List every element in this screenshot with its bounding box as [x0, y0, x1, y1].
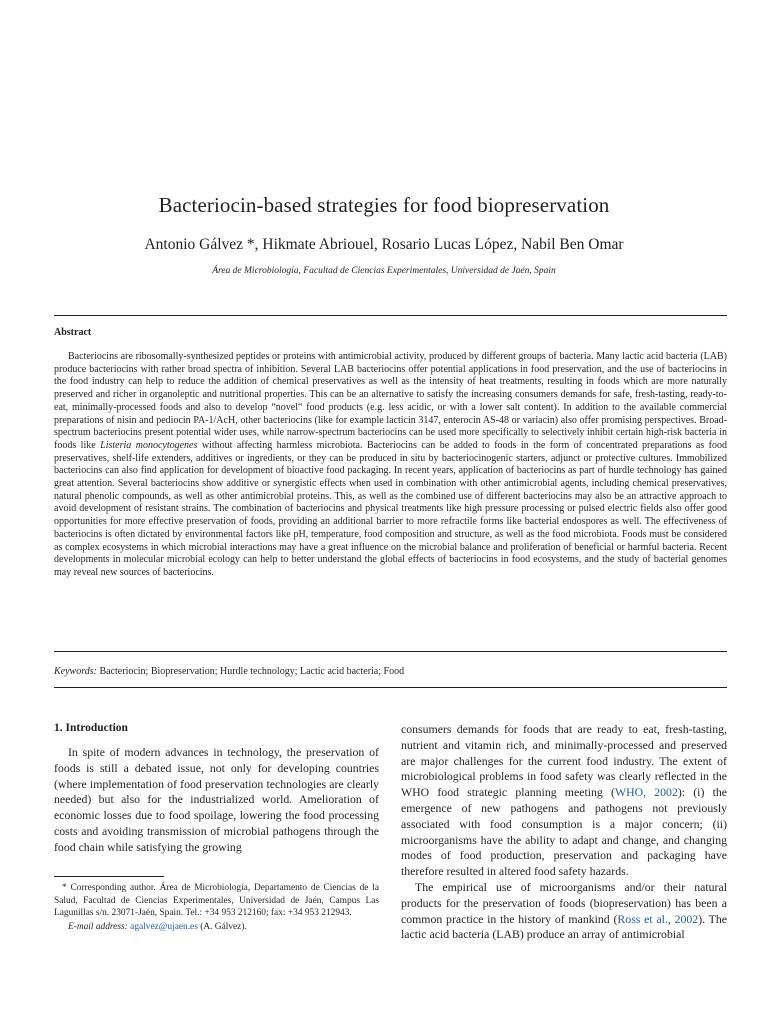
- keywords-bottom-rule: [54, 687, 727, 688]
- author-list: Antonio Gálvez *, Hikmate Abriouel, Rosario Lucas López, Nabil Ben Omar: [144, 236, 624, 253]
- citation-link-ross-2002[interactable]: Ross et al., 2002: [617, 911, 699, 926]
- keywords-text: Bacteriocin; Biopreservation; Hurdle technology; Lactic acid bacteria; Food: [99, 666, 405, 677]
- abstract-species-name: Listeria monocytogenes: [100, 439, 198, 451]
- author-affiliation: Área de Microbiología, Facultad de Ciencias Experimentales, Universidad de Jaén, Spain: [212, 266, 556, 276]
- email-label: E-mail address:: [68, 922, 128, 932]
- abstract-text: [54, 351, 727, 580]
- intro-paragraph-2: [401, 880, 727, 943]
- corresponding-author-footnote: * Corresponding author. Área de Microbiología, Departamento de Ciencias de la Salud, Facultad de Ciencias Experimentales, Universidad de Jaén, Campus Las Lagunillas s/n. 23071-Jaén, Spain. Tel.: +34 953 212160; fax: +34 953 212943.: [54, 883, 379, 918]
- left-column: [54, 722, 379, 856]
- paper-title: Bacteriocin-based strategies for food biopreservation: [158, 193, 610, 217]
- abstract-text-part-1: Bacteriocins are ribosomally-synthesized peptides or proteins with antimicrobial activity, produced by different groups of bacteria. Many lactic acid bacteria (LAB) produce bacteriocins with rather broad spectra of inhibition. Several LAB bacteriocins offer potential applications in food preservation, and the use of bacteriocins in the food industry can help to reduce the addition of chemical preservatives as well as the intensity of heat treatments, resulting in foods which are more naturally preserved and richer in organoleptic and nutritional properties. This can be an alternative to satisfy the increasing consumers demands for safe, fresh-tasting, ready-to-eat, minimally-processed foods and also to develop “novel“ food products (e.g. less acidic, or with a lower salt content). In addition to the available commercial preparations of nisin and pediocin PA-1/AcH, other bacteriocins (like for example lacticin 3147, enterocin AS-48 or variacin) also offer promising perspectives. Broad-spectrum bacteriocins present potential wider uses, while narrow-spectrum bacteriocins can be used more specifically to selectively inhibit certain high-risk bacteria in foods like: [54, 351, 727, 451]
- footnote-rule: [54, 876, 164, 877]
- section-heading-introduction: 1. Introduction: [54, 722, 128, 734]
- keywords-line: [54, 666, 727, 677]
- citation-link-who-2002[interactable]: WHO, 2002: [614, 785, 678, 800]
- footnote-email-line: [54, 921, 379, 934]
- intro-p2-text-b: ). The lactic acid bacteria (LAB) produce an array of antimicrobial: [401, 911, 727, 942]
- abstract-top-rule: [54, 315, 727, 316]
- abstract-text-part-2: without affecting harmless microbiota. Bacteriocins can be added to foods in the form of concentrated preparations as food preservatives, shelf-life extenders, additives or ingredients, or they can be produced in situ by bacteriocinogenic starters, adjunct or protective cultures. Immobilized bacteriocins can also find application for development of bioactive food packaging. In recent years, application of bacteriocins as part of hurdle technology has gained great attention. Several bacteriocins show additive or synergistic effects when used in combination with other antimicrobial agents, including chemical preservatives, natural phenolic compounds, as well as other antimicrobial proteins. This, as well as the combined use of different bacteriocins may also be an attractive approach to avoid development of resistant strains. The combination of bacteriocins and physical treatments like high pressure processing or pulsed electric fields also offer good opportunities for more effective preservation of foods, providing an additional barrier to more refractile forms like bacterial endospores as well. The effectiveness of bacteriocins is often dictated by environmental factors like pH, temperature, food composition and structure, as well as the food microbiota. Foods must be considered as complex ecosystems in which microbial interactions may have a great influence on the microbial balance and proliferation of beneficial or harmful bacteria. Recent developments in molecular microbial ecology can help to better understand the global effects of bacteriocins in food ecosystems, and the study of bacterial genomes may reveal new sources of bacteriocins.: [54, 439, 728, 578]
- intro-paragraph-1-continued: [401, 722, 727, 880]
- intro-p2-text-a: The empirical use of microorganisms and/or their natural products for the preservation of foods (biopreservation) has been a common practice in the history of mankind (: [401, 879, 727, 926]
- right-column: [401, 722, 727, 943]
- email-suffix: (A. Gálvez).: [197, 922, 247, 932]
- abstract-heading: Abstract: [54, 327, 92, 338]
- intro-p1-text-a: consumers demands for foods that are ready to eat, fresh-tasting, nutrient and vitamin rich, and minimally-processed and preserved are major challenges for the current food industry. The extent of microbiological problems in food safety was clearly reflected in the WHO food strategic planning meeting (: [401, 722, 727, 800]
- intro-paragraph-1: In spite of modern advances in technology, the preservation of foods is still a debated issue, not only for developing countries (where implementation of food preservation technologies are clearly needed) but also for the industrialized world. Amelioration of economic losses due to food spoilage, lowering the food processing costs and avoiding transmission of microbial pathogens through the food chain while satisfying the growing: [54, 745, 379, 854]
- keywords-label: Keywords:: [54, 666, 97, 677]
- abstract-bottom-rule: [54, 651, 727, 652]
- email-link[interactable]: agalvez@ujaen.es: [130, 922, 198, 932]
- intro-p1-text-b: ): (i) the emergence of new pathogens and pathogens not previously associated with food consumption is a major concern; (ii) microorganisms have the ability to adapt and change, and changing modes of food production, preservation and packaging have therefore resulted in altered food safety hazards.: [401, 785, 727, 879]
